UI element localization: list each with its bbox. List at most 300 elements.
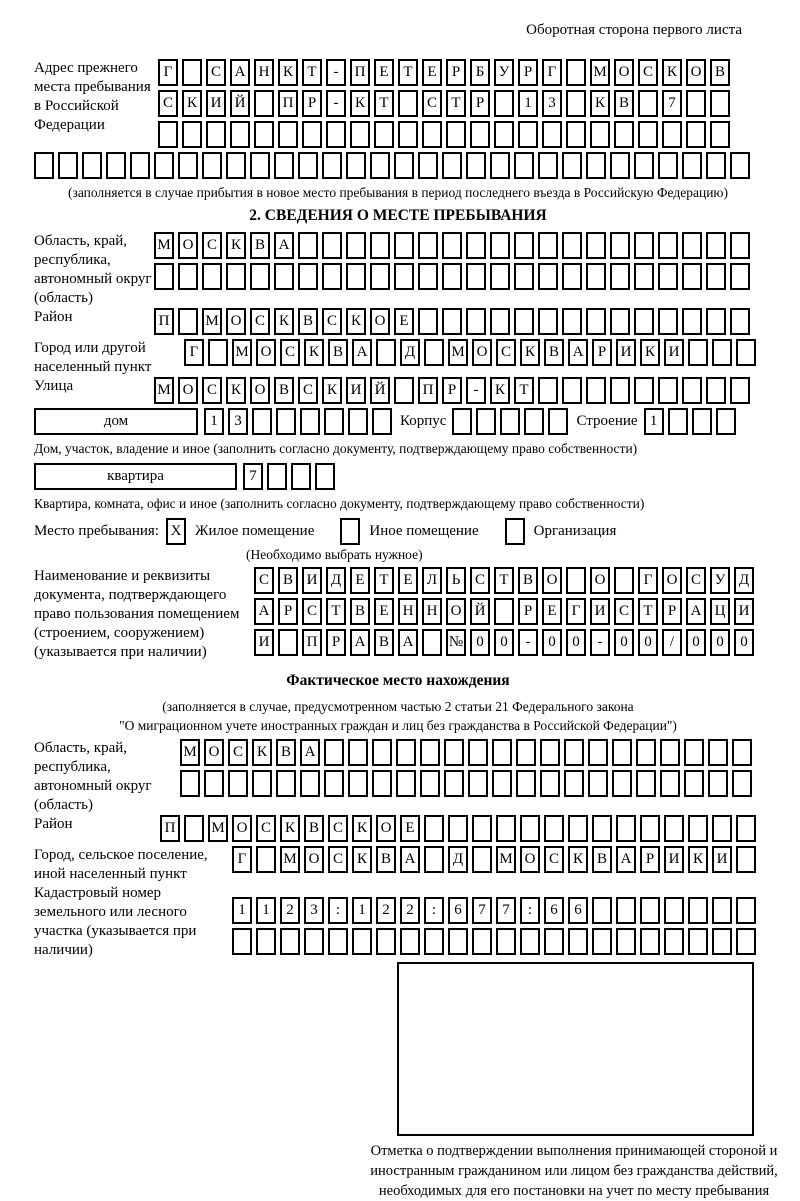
char-cell[interactable]: 0	[710, 629, 730, 656]
char-cell[interactable]: Е	[542, 598, 562, 625]
char-cell[interactable]: -	[466, 377, 486, 404]
char-cell[interactable]: 0	[686, 629, 706, 656]
char-cell[interactable]	[692, 408, 712, 435]
char-cell[interactable]	[732, 770, 752, 797]
char-cell[interactable]: Е	[374, 59, 394, 86]
char-cell[interactable]	[206, 121, 226, 148]
char-cell[interactable]: Р	[662, 598, 682, 625]
char-cell[interactable]: К	[280, 815, 300, 842]
char-cell[interactable]	[658, 308, 678, 335]
char-cell[interactable]	[254, 121, 274, 148]
char-cell[interactable]: Н	[398, 598, 418, 625]
char-cell[interactable]	[610, 377, 630, 404]
char-cell[interactable]	[658, 152, 678, 179]
char-cell[interactable]	[232, 928, 252, 955]
char-cell[interactable]: М	[280, 846, 300, 873]
char-cell[interactable]: И	[734, 598, 754, 625]
char-cell[interactable]	[326, 121, 346, 148]
char-cell[interactable]	[616, 897, 636, 924]
char-cell[interactable]	[252, 408, 272, 435]
char-cell[interactable]	[586, 263, 606, 290]
char-cell[interactable]	[730, 232, 750, 259]
char-cell[interactable]: С	[328, 815, 348, 842]
char-cell[interactable]: С	[544, 846, 564, 873]
char-cell[interactable]: А	[686, 598, 706, 625]
char-cell[interactable]: 0	[470, 629, 490, 656]
char-cell[interactable]	[660, 739, 680, 766]
char-cell[interactable]	[424, 846, 444, 873]
char-cell[interactable]	[682, 232, 702, 259]
char-cell[interactable]	[634, 263, 654, 290]
char-cell[interactable]: :	[328, 897, 348, 924]
char-cell[interactable]	[640, 897, 660, 924]
char-cell[interactable]	[612, 739, 632, 766]
char-cell[interactable]: О	[662, 567, 682, 594]
char-cell[interactable]	[324, 408, 344, 435]
char-cell[interactable]	[418, 308, 438, 335]
char-cell[interactable]	[634, 152, 654, 179]
char-cell[interactable]: К	[278, 59, 298, 86]
char-cell[interactable]: 2	[280, 897, 300, 924]
char-cell[interactable]: Й	[370, 377, 390, 404]
char-cell[interactable]: Т	[494, 567, 514, 594]
char-cell[interactable]	[590, 121, 610, 148]
char-cell[interactable]: 1	[644, 408, 664, 435]
char-cell[interactable]: 0	[614, 629, 634, 656]
char-cell[interactable]	[300, 770, 320, 797]
char-cell[interactable]	[470, 121, 490, 148]
char-cell[interactable]: М	[180, 739, 200, 766]
char-cell[interactable]	[566, 121, 586, 148]
char-cell[interactable]	[688, 897, 708, 924]
char-cell[interactable]: М	[202, 308, 222, 335]
char-cell[interactable]: А	[398, 629, 418, 656]
char-cell[interactable]: П	[302, 629, 322, 656]
char-cell[interactable]	[348, 408, 368, 435]
char-cell[interactable]	[568, 815, 588, 842]
char-cell[interactable]: Ц	[710, 598, 730, 625]
char-cell[interactable]	[394, 152, 414, 179]
char-cell[interactable]	[592, 897, 612, 924]
char-cell[interactable]	[736, 815, 756, 842]
char-cell[interactable]: К	[688, 846, 708, 873]
char-cell[interactable]: В	[278, 567, 298, 594]
char-cell[interactable]	[494, 121, 514, 148]
char-cell[interactable]: Й	[230, 90, 250, 117]
char-cell[interactable]: К	[322, 377, 342, 404]
char-cell[interactable]: -	[518, 629, 538, 656]
char-cell[interactable]	[424, 928, 444, 955]
char-cell[interactable]: -	[326, 59, 346, 86]
char-cell[interactable]: В	[544, 339, 564, 366]
char-cell[interactable]	[616, 815, 636, 842]
char-cell[interactable]: 7	[472, 897, 492, 924]
char-cell[interactable]	[688, 928, 708, 955]
char-cell[interactable]: Р	[326, 629, 346, 656]
char-cell[interactable]: Т	[446, 90, 466, 117]
char-cell[interactable]	[274, 152, 294, 179]
char-cell[interactable]: Д	[448, 846, 468, 873]
char-cell[interactable]	[616, 928, 636, 955]
char-cell[interactable]	[730, 308, 750, 335]
char-cell[interactable]	[372, 408, 392, 435]
char-cell[interactable]	[466, 263, 486, 290]
char-cell[interactable]: 1	[232, 897, 252, 924]
char-cell[interactable]: М	[496, 846, 516, 873]
char-cell[interactable]	[538, 308, 558, 335]
char-cell[interactable]	[712, 897, 732, 924]
char-cell[interactable]	[682, 152, 702, 179]
char-cell[interactable]: Т	[326, 598, 346, 625]
char-cell[interactable]	[544, 928, 564, 955]
char-cell[interactable]: М	[154, 377, 174, 404]
char-cell[interactable]: О	[178, 377, 198, 404]
char-cell[interactable]: 7	[496, 897, 516, 924]
char-cell[interactable]	[300, 408, 320, 435]
char-cell[interactable]: С	[250, 308, 270, 335]
char-cell[interactable]: :	[424, 897, 444, 924]
char-cell[interactable]: О	[542, 567, 562, 594]
char-cell[interactable]	[466, 152, 486, 179]
char-cell[interactable]: 1	[256, 897, 276, 924]
char-cell[interactable]: Е	[422, 59, 442, 86]
char-cell[interactable]: Е	[400, 815, 420, 842]
stamp-box[interactable]	[397, 962, 754, 1136]
char-cell[interactable]	[420, 770, 440, 797]
char-cell[interactable]: К	[352, 815, 372, 842]
char-cell[interactable]: 0	[638, 629, 658, 656]
char-cell[interactable]: Г	[638, 567, 658, 594]
char-cell[interactable]	[276, 770, 296, 797]
char-cell[interactable]	[422, 629, 442, 656]
char-cell[interactable]: Р	[302, 90, 322, 117]
char-cell[interactable]	[130, 152, 150, 179]
char-cell[interactable]: С	[298, 377, 318, 404]
char-cell[interactable]	[706, 263, 726, 290]
char-cell[interactable]	[514, 263, 534, 290]
char-cell[interactable]	[660, 770, 680, 797]
char-cell[interactable]: С	[422, 90, 442, 117]
char-cell[interactable]: О	[590, 567, 610, 594]
char-cell[interactable]: Р	[470, 90, 490, 117]
char-cell[interactable]	[664, 928, 684, 955]
char-cell[interactable]: В	[276, 739, 296, 766]
char-cell[interactable]	[346, 263, 366, 290]
char-cell[interactable]	[736, 897, 756, 924]
char-cell[interactable]: И	[664, 339, 684, 366]
char-cell[interactable]: 2	[400, 897, 420, 924]
char-cell[interactable]	[688, 339, 708, 366]
char-cell[interactable]: В	[350, 598, 370, 625]
char-cell[interactable]	[352, 928, 372, 955]
char-cell[interactable]	[34, 152, 54, 179]
char-cell[interactable]: Р	[518, 598, 538, 625]
char-cell[interactable]	[634, 232, 654, 259]
char-cell[interactable]	[468, 739, 488, 766]
char-cell[interactable]: О	[472, 339, 492, 366]
char-cell[interactable]	[298, 232, 318, 259]
char-cell[interactable]	[256, 928, 276, 955]
char-cell[interactable]: И	[616, 339, 636, 366]
char-cell[interactable]	[302, 121, 322, 148]
char-cell[interactable]	[520, 928, 540, 955]
char-cell[interactable]	[538, 152, 558, 179]
char-cell[interactable]	[610, 308, 630, 335]
char-cell[interactable]: О	[686, 59, 706, 86]
char-cell[interactable]: Т	[374, 90, 394, 117]
char-cell[interactable]: Р	[446, 59, 466, 86]
char-cell[interactable]	[250, 263, 270, 290]
char-cell[interactable]: Р	[442, 377, 462, 404]
char-cell[interactable]: Л	[422, 567, 442, 594]
char-cell[interactable]: А	[274, 232, 294, 259]
char-cell[interactable]	[202, 152, 222, 179]
char-cell[interactable]	[208, 339, 228, 366]
char-cell[interactable]	[291, 463, 311, 490]
char-cell[interactable]: Е	[374, 598, 394, 625]
char-cell[interactable]	[58, 152, 78, 179]
char-cell[interactable]	[394, 377, 414, 404]
char-cell[interactable]: 6	[568, 897, 588, 924]
char-cell[interactable]: В	[328, 339, 348, 366]
char-cell[interactable]	[706, 232, 726, 259]
char-cell[interactable]: Н	[422, 598, 442, 625]
char-cell[interactable]: Т	[638, 598, 658, 625]
char-cell[interactable]: -	[326, 90, 346, 117]
char-cell[interactable]	[394, 232, 414, 259]
char-cell[interactable]	[708, 770, 728, 797]
char-cell[interactable]	[490, 152, 510, 179]
char-cell[interactable]	[592, 815, 612, 842]
char-cell[interactable]	[566, 59, 586, 86]
char-cell[interactable]	[324, 739, 344, 766]
char-cell[interactable]	[562, 232, 582, 259]
char-cell[interactable]	[418, 232, 438, 259]
char-cell[interactable]	[684, 739, 704, 766]
char-cell[interactable]	[350, 121, 370, 148]
char-cell[interactable]: А	[350, 629, 370, 656]
char-cell[interactable]	[658, 377, 678, 404]
char-cell[interactable]	[370, 232, 390, 259]
char-cell[interactable]: А	[230, 59, 250, 86]
char-cell[interactable]: С	[158, 90, 178, 117]
checkbox-organization[interactable]	[505, 518, 525, 545]
char-cell[interactable]: С	[322, 308, 342, 335]
char-cell[interactable]: 0	[734, 629, 754, 656]
char-cell[interactable]	[520, 815, 540, 842]
char-cell[interactable]	[322, 263, 342, 290]
char-cell[interactable]	[490, 308, 510, 335]
char-cell[interactable]: М	[154, 232, 174, 259]
char-cell[interactable]	[444, 739, 464, 766]
char-cell[interactable]	[466, 308, 486, 335]
char-cell[interactable]	[418, 263, 438, 290]
char-cell[interactable]	[328, 928, 348, 955]
char-cell[interactable]: 0	[494, 629, 514, 656]
char-cell[interactable]	[732, 739, 752, 766]
char-cell[interactable]: Й	[470, 598, 490, 625]
char-cell[interactable]	[396, 770, 416, 797]
char-cell[interactable]: И	[254, 629, 274, 656]
char-cell[interactable]: Е	[394, 308, 414, 335]
char-cell[interactable]	[442, 232, 462, 259]
char-cell[interactable]	[376, 339, 396, 366]
char-cell[interactable]	[516, 739, 536, 766]
char-cell[interactable]: 3	[542, 90, 562, 117]
char-cell[interactable]: М	[590, 59, 610, 86]
char-cell[interactable]	[398, 121, 418, 148]
char-cell[interactable]: Д	[734, 567, 754, 594]
char-cell[interactable]	[636, 739, 656, 766]
char-cell[interactable]	[568, 928, 588, 955]
char-cell[interactable]: С	[202, 377, 222, 404]
char-cell[interactable]: С	[254, 567, 274, 594]
char-cell[interactable]: И	[664, 846, 684, 873]
char-cell[interactable]: 2	[376, 897, 396, 924]
char-cell[interactable]	[640, 928, 660, 955]
char-cell[interactable]: В	[304, 815, 324, 842]
char-cell[interactable]	[315, 463, 335, 490]
char-cell[interactable]: Р	[518, 59, 538, 86]
char-cell[interactable]	[636, 770, 656, 797]
char-cell[interactable]: 7	[662, 90, 682, 117]
char-cell[interactable]: И	[206, 90, 226, 117]
char-cell[interactable]	[538, 263, 558, 290]
char-cell[interactable]	[730, 152, 750, 179]
char-cell[interactable]	[446, 121, 466, 148]
char-cell[interactable]	[418, 152, 438, 179]
char-cell[interactable]: М	[232, 339, 252, 366]
char-cell[interactable]: 6	[544, 897, 564, 924]
char-cell[interactable]: С	[206, 59, 226, 86]
char-cell[interactable]	[256, 846, 276, 873]
char-cell[interactable]	[472, 846, 492, 873]
char-cell[interactable]: Р	[592, 339, 612, 366]
char-cell[interactable]	[524, 408, 544, 435]
char-cell[interactable]: К	[640, 339, 660, 366]
char-cell[interactable]	[516, 770, 536, 797]
char-cell[interactable]: С	[638, 59, 658, 86]
char-cell[interactable]	[710, 90, 730, 117]
char-cell[interactable]: О	[256, 339, 276, 366]
char-cell[interactable]: А	[400, 846, 420, 873]
char-cell[interactable]: К	[252, 739, 272, 766]
char-cell[interactable]	[278, 121, 298, 148]
char-cell[interactable]: В	[376, 846, 396, 873]
char-cell[interactable]	[548, 408, 568, 435]
char-cell[interactable]	[82, 152, 102, 179]
char-cell[interactable]	[514, 308, 534, 335]
char-cell[interactable]: Г	[158, 59, 178, 86]
char-cell[interactable]: М	[448, 339, 468, 366]
char-cell[interactable]: О	[178, 232, 198, 259]
char-cell[interactable]	[518, 121, 538, 148]
char-cell[interactable]: В	[710, 59, 730, 86]
char-cell[interactable]: К	[568, 846, 588, 873]
char-cell[interactable]: :	[520, 897, 540, 924]
char-cell[interactable]: Г	[184, 339, 204, 366]
char-cell[interactable]: В	[374, 629, 394, 656]
char-cell[interactable]	[322, 152, 342, 179]
char-cell[interactable]	[538, 232, 558, 259]
char-cell[interactable]	[500, 408, 520, 435]
char-cell[interactable]: О	[614, 59, 634, 86]
checkbox-residential[interactable]: X	[166, 518, 186, 545]
char-cell[interactable]: 0	[566, 629, 586, 656]
char-cell[interactable]	[184, 815, 204, 842]
char-cell[interactable]	[448, 928, 468, 955]
char-cell[interactable]	[496, 815, 516, 842]
char-cell[interactable]: С	[328, 846, 348, 873]
char-cell[interactable]: 1	[518, 90, 538, 117]
char-cell[interactable]	[686, 121, 706, 148]
char-cell[interactable]	[686, 90, 706, 117]
char-cell[interactable]	[424, 339, 444, 366]
char-cell[interactable]	[564, 739, 584, 766]
char-cell[interactable]: С	[202, 232, 222, 259]
char-cell[interactable]	[736, 928, 756, 955]
char-cell[interactable]: О	[204, 739, 224, 766]
char-cell[interactable]	[374, 121, 394, 148]
char-cell[interactable]	[442, 263, 462, 290]
char-cell[interactable]	[372, 739, 392, 766]
char-cell[interactable]	[634, 377, 654, 404]
char-cell[interactable]	[586, 232, 606, 259]
char-cell[interactable]	[586, 152, 606, 179]
char-cell[interactable]	[496, 928, 516, 955]
char-cell[interactable]	[662, 121, 682, 148]
char-cell[interactable]	[688, 815, 708, 842]
char-cell[interactable]	[494, 598, 514, 625]
char-cell[interactable]	[562, 377, 582, 404]
char-cell[interactable]: 1	[204, 408, 224, 435]
char-cell[interactable]	[712, 339, 732, 366]
char-cell[interactable]	[494, 90, 514, 117]
char-cell[interactable]	[540, 770, 560, 797]
char-cell[interactable]: К	[490, 377, 510, 404]
char-cell[interactable]: Т	[398, 59, 418, 86]
char-cell[interactable]	[178, 152, 198, 179]
char-cell[interactable]: Е	[398, 567, 418, 594]
char-cell[interactable]: О	[304, 846, 324, 873]
char-cell[interactable]	[658, 263, 678, 290]
char-cell[interactable]	[372, 770, 392, 797]
char-cell[interactable]	[638, 121, 658, 148]
char-cell[interactable]	[400, 928, 420, 955]
char-cell[interactable]	[324, 770, 344, 797]
char-cell[interactable]: А	[616, 846, 636, 873]
char-cell[interactable]: В	[592, 846, 612, 873]
char-cell[interactable]	[736, 846, 756, 873]
char-cell[interactable]	[614, 121, 634, 148]
char-cell[interactable]	[638, 90, 658, 117]
char-cell[interactable]	[490, 263, 510, 290]
char-cell[interactable]	[376, 928, 396, 955]
char-cell[interactable]: К	[520, 339, 540, 366]
char-cell[interactable]: Ь	[446, 567, 466, 594]
char-cell[interactable]: Т	[374, 567, 394, 594]
char-cell[interactable]: 6	[448, 897, 468, 924]
char-cell[interactable]	[586, 308, 606, 335]
char-cell[interactable]	[276, 408, 296, 435]
char-cell[interactable]: О	[520, 846, 540, 873]
char-cell[interactable]	[614, 567, 634, 594]
char-cell[interactable]: О	[446, 598, 466, 625]
char-cell[interactable]	[472, 928, 492, 955]
char-cell[interactable]: У	[710, 567, 730, 594]
char-cell[interactable]	[322, 232, 342, 259]
char-cell[interactable]: А	[254, 598, 274, 625]
